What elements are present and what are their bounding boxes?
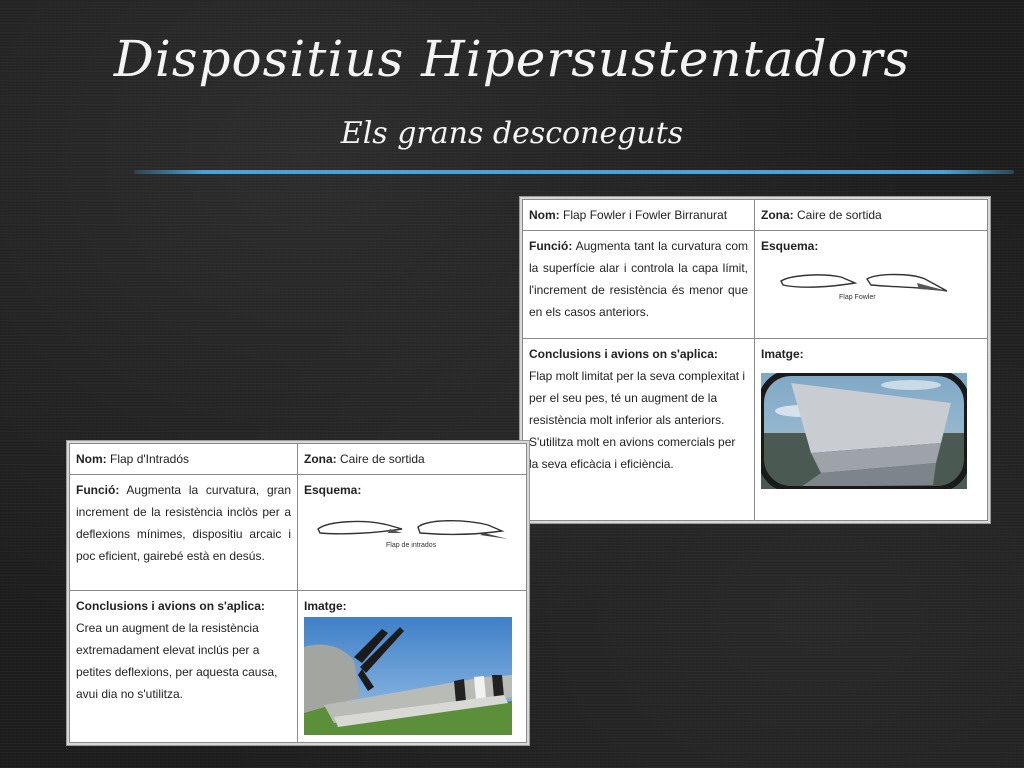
flap-intrados-diagram (304, 509, 516, 551)
conclusions-cell: Conclusions i avions on s'aplica: Crea un augment de la resistència extremadament elevat inclús per a petites deflexions, per aquesta causa, avui dia no s'utilitza. (70, 591, 298, 743)
nom-cell: Nom: Flap Fowler i Fowler Birranurat (523, 200, 755, 231)
propeller-plane-photo (304, 617, 512, 735)
esquema-cell: Esquema: Flap de intrados (298, 475, 527, 591)
imatge-cell: Imatge: (755, 339, 988, 521)
nom-cell: Nom: Flap d'Intradós (70, 444, 298, 475)
imatge-cell: Imatge: (298, 591, 527, 743)
esquema-cell: Esquema: Flap Fowler (755, 231, 988, 339)
zona-cell: Zona: Caire de sortida (298, 444, 527, 475)
title-underline (134, 170, 1014, 174)
funcio-cell: Funció: Augmenta tant la curvatura com la superfície alar i controla la capa límit, l'increment de resistència és menor que en els casos anteriors. (523, 231, 755, 339)
conclusions-cell: Conclusions i avions on s'aplica: Flap molt limitat per la seva complexitat i per el seu pes, té un augment de la resistència molt inferior als anteriors. S'utilitza molt en avions comercials per la seva eficàcia i eficiència. (523, 339, 755, 521)
flap-fowler-diagram (761, 265, 951, 305)
diagram-caption: Flap de intrados (386, 542, 437, 549)
card-flap-fowler (520, 197, 990, 523)
slide-title: Dispositius Hipersustentadors (113, 30, 911, 88)
slide-subtitle: Els grans desconeguts (340, 116, 684, 151)
airliner-wing-photo (761, 373, 967, 489)
funcio-cell: Funció: Augmenta la curvatura, gran increment de la resistència inclòs per a deflexions mínimes, dispositiu arcaic i poc eficient, gairebé està en desús. (70, 475, 298, 591)
zona-cell: Zona: Caire de sortida (755, 200, 988, 231)
card-flap-intrados (67, 441, 529, 745)
diagram-caption: Flap Fowler (839, 294, 876, 301)
